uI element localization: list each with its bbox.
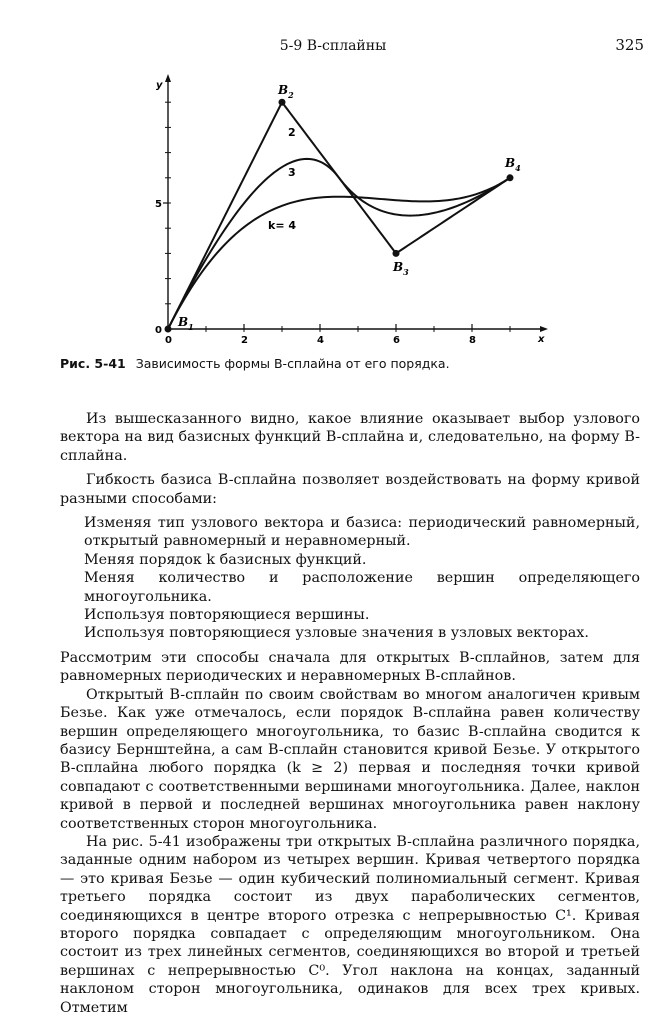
list-item: Меняя количество и расположение вершин определяющего многоугольника. [84, 570, 640, 605]
figure-number: Рис. 5-41 [60, 356, 126, 371]
paragraph: Рассмотрим эти способы сначала для открытых B-сплайнов, затем для равномерных периодических и неравномерных B-сплайнов. [60, 649, 640, 685]
figure-caption-text: Зависимость формы B-сплайна от его порядка. [135, 356, 450, 371]
curve-label-k4: k= 4 [268, 219, 297, 232]
x-tick-label: 8 [469, 335, 476, 346]
vertex-label-B4: $B_4$ [505, 156, 521, 173]
figure-caption [60, 356, 450, 371]
curve-label-k2: 2 [288, 126, 296, 139]
vertex-B2 [279, 99, 286, 106]
vertex-label-subscript: 2 [288, 90, 294, 100]
axes [156, 74, 548, 345]
x-axis-arrow [540, 326, 548, 332]
list-item: Используя повторяющиеся вершины. [84, 607, 370, 624]
x-tick-label: 0 [165, 335, 172, 346]
ticks [155, 102, 510, 346]
y-axis-label: y [156, 80, 163, 91]
y-tick-label: 0 [155, 325, 162, 336]
paragraph: На рис. 5-41 изображены три открытых B-сплайна различного порядка, заданные одним набором из четырех вершин. Кривая четвертого порядка — это кривая Безье — один кубический полиномиальный сегмент. Кривая третьего порядка состоит из двух параболических сегментов, соединяющихся в центре второго отрезка с непрерывностью C¹. Кривая второго порядка совпадает с определяющим многоугольником. Она состоит из трех линейных сегментов, соединяющихся во второй и третьей вершинах с непрерывностью C⁰. Угол наклона на концах, заданный наклоном сторон многоугольника, одинаков для всех трех кривых. Отметим [60, 833, 640, 1016]
bspline-figure [0, 0, 666, 350]
vertex-label-B3: $B_3$ [393, 260, 409, 277]
curves [168, 102, 510, 329]
bspline-curve-k3 [168, 159, 510, 329]
bspline-curve-k4 [168, 178, 510, 329]
paragraph: Из вышесказанного видно, какое влияние оказывает выбор узлового вектора на вид базисных функций B-сплайна и, следовательно, на форму B-сплайна. [60, 411, 640, 464]
x-axis-label: x [538, 334, 545, 345]
vertex-label-subscript: 3 [403, 267, 409, 277]
x-tick-label: 6 [393, 335, 400, 346]
paragraph: Открытый B-сплайн по своим свойствам во многом аналогичен кривым Безье. Как уже отмечалось, если порядок B-сплайна равен количеству вершин определяющего многоугольника, то базис B-сплайна сводится к базису Бернштейна, а сам B-сплайн становится кривой Безье. У открытого B-сплайна любого порядка (k ≥ 2) первая и последняя точки кривой совпадают с соответственными вершинами многоугольника. Далее, наклон кривой в первой и последней вершинах многоугольника равен наклону соответственных сторон многоугольника. [60, 686, 640, 832]
page-number: 325 [615, 36, 644, 54]
vertex-label-subscript: 1 [188, 322, 194, 332]
body-text [60, 410, 640, 1017]
running-header: 5-9 B-сплайны [279, 38, 387, 54]
vertex-label-subscript: 4 [515, 163, 521, 173]
y-tick-label: 5 [155, 199, 162, 210]
list-item: Меняя порядок k базисных функций. [84, 551, 367, 568]
vertex-label-B1: $B_1$ [178, 315, 194, 332]
x-tick-label: 4 [317, 335, 324, 346]
vertex-label-B2: $B_2$ [278, 83, 294, 100]
vertex-B3 [393, 250, 400, 257]
list-item: Используя повторяющиеся узловые значения в узловых векторах. [84, 625, 589, 642]
paragraph: Гибкость базиса B-сплайна позволяет воздействовать на форму кривой разными способами: [60, 472, 640, 507]
curve-label-k3: 3 [288, 166, 296, 179]
vertex-B4 [507, 174, 514, 181]
vertices [165, 99, 514, 333]
y-axis-arrow [165, 74, 171, 82]
list-item: Изменяя тип узлового вектора и базиса: периодический равномерный, открытый равномерный и неравномерный. [84, 515, 640, 550]
bspline-curve-k2 [168, 102, 510, 329]
x-tick-label: 2 [241, 335, 248, 346]
vertex-B1 [165, 326, 172, 333]
methods-list [84, 514, 640, 643]
